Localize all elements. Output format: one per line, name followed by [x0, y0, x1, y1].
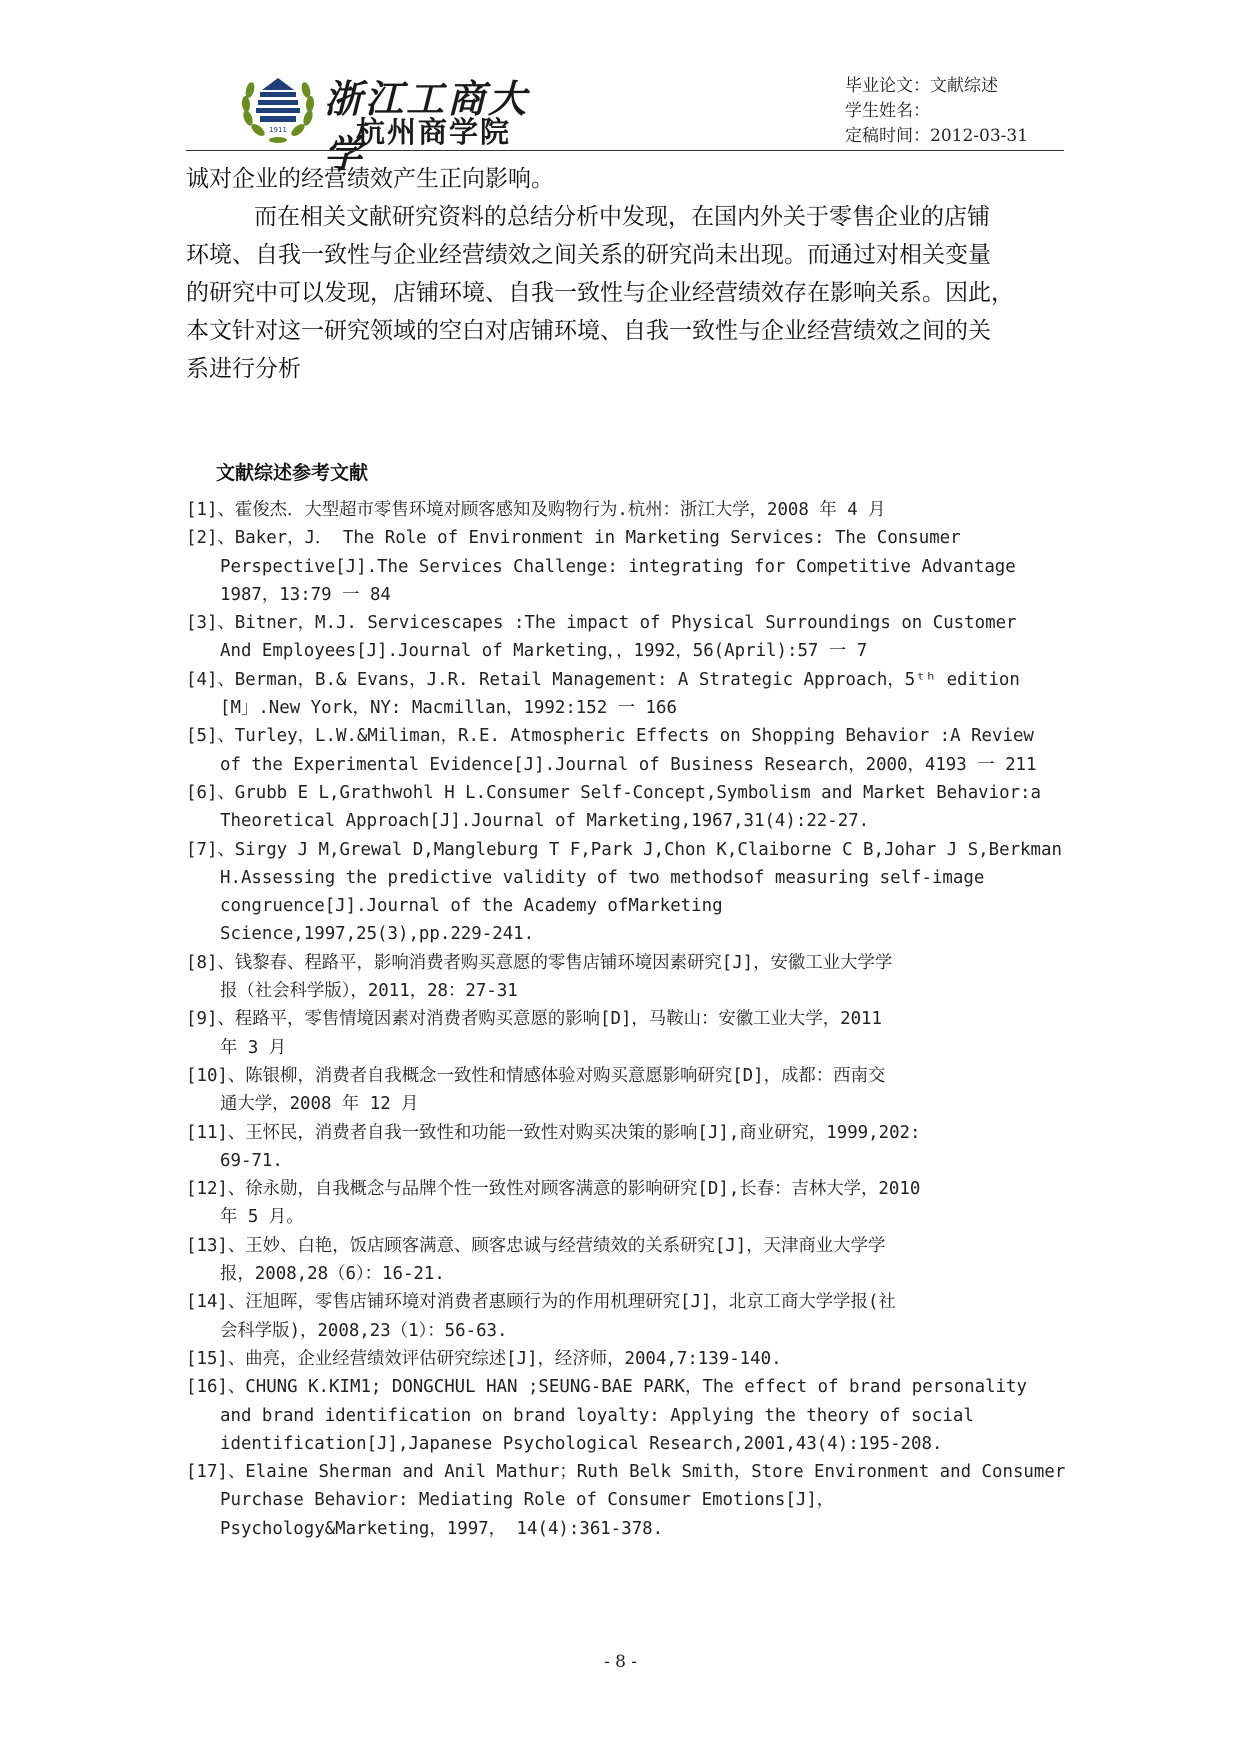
- reference-line: Psychology&Marketing，1997， 14(4):361-378.: [220, 1518, 664, 1539]
- student-name: 学生姓名：: [845, 101, 930, 121]
- reference-item: [186, 1288, 1106, 1345]
- body-text: [186, 160, 1066, 388]
- logo-year: 1911: [269, 126, 287, 134]
- reference-item: [186, 1458, 1106, 1543]
- reference-item: [186, 1373, 1106, 1458]
- doc-type: 毕业论文：文献综述: [845, 76, 998, 96]
- reference-line: 报，2008,28（6）：16-21.: [220, 1264, 445, 1285]
- reference-item: [186, 1175, 1106, 1232]
- paragraph-2-line: 系进行分析: [186, 356, 301, 382]
- reference-item: [186, 779, 1106, 836]
- reference-line: identification[J],Japanese Psychological Research,2001,43(4):195-208.: [220, 1433, 943, 1454]
- references-heading: 文献综述参考文献: [216, 462, 369, 484]
- reference-line: [13]、王妙、白艳，饭店顾客满意、顾客忠诚与经营绩效的关系研究[J]，天津商业大学学: [186, 1235, 886, 1256]
- reference-line: 通大学，2008 年 12 月: [220, 1094, 419, 1115]
- reference-line: 年 3 月: [220, 1037, 287, 1058]
- reference-item: [186, 609, 1106, 666]
- reference-item: [186, 1345, 1106, 1373]
- reference-line: 会科学版)，2008,23（1）：56-63.: [220, 1320, 508, 1341]
- paragraph-2-line: 的研究中可以发现，店铺环境、自我一致性与企业经营绩效存在影响关系。因此，: [186, 280, 1014, 306]
- reference-line: [12]、徐永勋，自我概念与品牌个性一致性对顾客满意的影响研究[D],长春：吉林大学，2010: [186, 1179, 921, 1200]
- reference-line: [17]、Elaine Sherman and Anil Mathur；Ruth Belk Smith，Store Environment and Consumer: [186, 1462, 1066, 1483]
- header-divider: [186, 150, 1064, 151]
- reference-item: [186, 836, 1106, 949]
- reference-line: [16]、CHUNG K.KIM1; DONGCHUL HAN ;SEUNG-BAE PARK，The effect of brand personality: [186, 1377, 1027, 1398]
- reference-line: [10]、陈银柳，消费者自我概念一致性和情感体验对购买意愿影响研究[D]，成都：西南交: [186, 1065, 886, 1086]
- reference-line: 年 5 月。: [220, 1207, 304, 1228]
- reference-line: H.Assessing the predictive validity of two methodsof measuring self-image: [220, 867, 985, 888]
- header-meta: [845, 74, 1028, 149]
- reference-line: 69-71.: [220, 1150, 283, 1171]
- reference-line: 1987，13:79 一 84: [220, 584, 391, 605]
- reference-line: [15]、曲亮，企业经营绩效评估研究综述[J]，经济师，2004,7:139-140.: [186, 1348, 782, 1369]
- references-list: [186, 496, 1106, 1543]
- page-header: [0, 0, 1241, 176]
- reference-item: [186, 949, 1106, 1006]
- reference-item: [186, 496, 1106, 524]
- page-number: - 8 -: [603, 1652, 638, 1672]
- reference-line: of the Experimental Evidence[J].Journal of Business Research，2000，4193 一 211: [220, 754, 1037, 775]
- reference-line: [14]、汪旭晖，零售店铺环境对消费者惠顾行为的作用机理研究[J]，北京工商大学学报(社: [186, 1292, 896, 1313]
- reference-line: Perspective[J].The Services Challenge: integrating for Competitive Advantage: [220, 556, 1016, 577]
- reference-line: [6]、Grubb E L,Grathwohl H L.Consumer Self-Concept,Symbolism and Market Behavior:a: [186, 782, 1041, 803]
- reference-line: [M」.New York，NY: Macmillan，1992:152 一 166: [220, 698, 677, 719]
- logo-subtitle: 杭州商学院: [356, 115, 512, 149]
- reference-line: [2]、Baker，J． The Role of Environment in Marketing Services: The Consumer: [186, 528, 961, 549]
- reference-item: [186, 666, 1106, 723]
- reference-line: Purchase Behavior: Mediating Role of Consumer Emotions[J]，: [220, 1490, 835, 1511]
- reference-line: Science,1997,25(3),pp.229-241.: [220, 924, 535, 945]
- reference-line: [7]、Sirgy J M,Grewal D,Mangleburg T F,Park J,Chon K,Claiborne C B,Johar J S,Berkman: [186, 839, 1062, 860]
- reference-line: and brand identification on brand loyalty: Applying the theory of social: [220, 1405, 974, 1426]
- university-logo: [238, 70, 558, 176]
- reference-item: [186, 524, 1106, 609]
- reference-line: [3]、Bitner，M.J. Servicescapes :The impact of Physical Surroundings on Customer: [186, 613, 1017, 634]
- paragraph-2-line: 本文针对这一研究领域的空白对店铺环境、自我一致性与企业经营绩效之间的关: [186, 318, 991, 344]
- reference-line: congruence[J].Journal of the Academy ofMarketing: [220, 896, 723, 917]
- reference-line: [9]、程路平，零售情境因素对消费者购买意愿的影响[D]，马鞍山：安徽工业大学，2011: [186, 1009, 882, 1030]
- reference-line: [4]、Berman，B.& Evans，J.R. Retail Management: A Strategic Approach，5ᵗʰ edition: [186, 669, 1020, 690]
- reference-line: Theoretical Approach[J].Journal of Marketing,1967,31(4):22-27.: [220, 811, 870, 832]
- logo-title: 浙江工商大学: [324, 76, 530, 176]
- paragraph-2-line: 而在相关文献研究资料的总结分析中发现，在国内外关于零售企业的店铺: [254, 204, 990, 230]
- reference-line: [8]、钱黎春、程路平，影响消费者购买意愿的零售店铺环境因素研究[J]，安徽工业大学学: [186, 952, 893, 973]
- reference-item: [186, 722, 1106, 779]
- reference-line: 报（社会科学版），2011，28：27-31: [220, 981, 518, 1002]
- reference-line: [5]、Turley，L.W.&Miliman，R.E. Atmospheric Effects on Shopping Behavior :A Review: [186, 726, 1034, 747]
- paragraph-1: 诚对企业的经营绩效产生正向影响。: [186, 166, 554, 192]
- reference-item: [186, 1119, 1106, 1176]
- reference-line: And Employees[J].Journal of Marketing，，1992，56(April):57 一 7: [220, 641, 868, 662]
- reference-line: [11]、王怀民，消费者自我一致性和功能一致性对购买决策的影响[J],商业研究，1999,202:: [186, 1122, 921, 1143]
- reference-item: [186, 1062, 1106, 1119]
- final-date: 定稿时间：2012-03-31: [845, 126, 1029, 146]
- paragraph-2-line: 环境、自我一致性与企业经营绩效之间关系的研究尚未出现。而通过对相关变量: [186, 242, 991, 268]
- university-emblem-icon: [238, 70, 318, 148]
- reference-item: [186, 1232, 1106, 1289]
- reference-item: [186, 1005, 1106, 1062]
- reference-line: [1]、霍俊杰．大型超市零售环境对顾客感知及购物行为.杭州：浙江大学，2008 年 4 月: [186, 500, 886, 520]
- paragraph-2: [186, 198, 1066, 388]
